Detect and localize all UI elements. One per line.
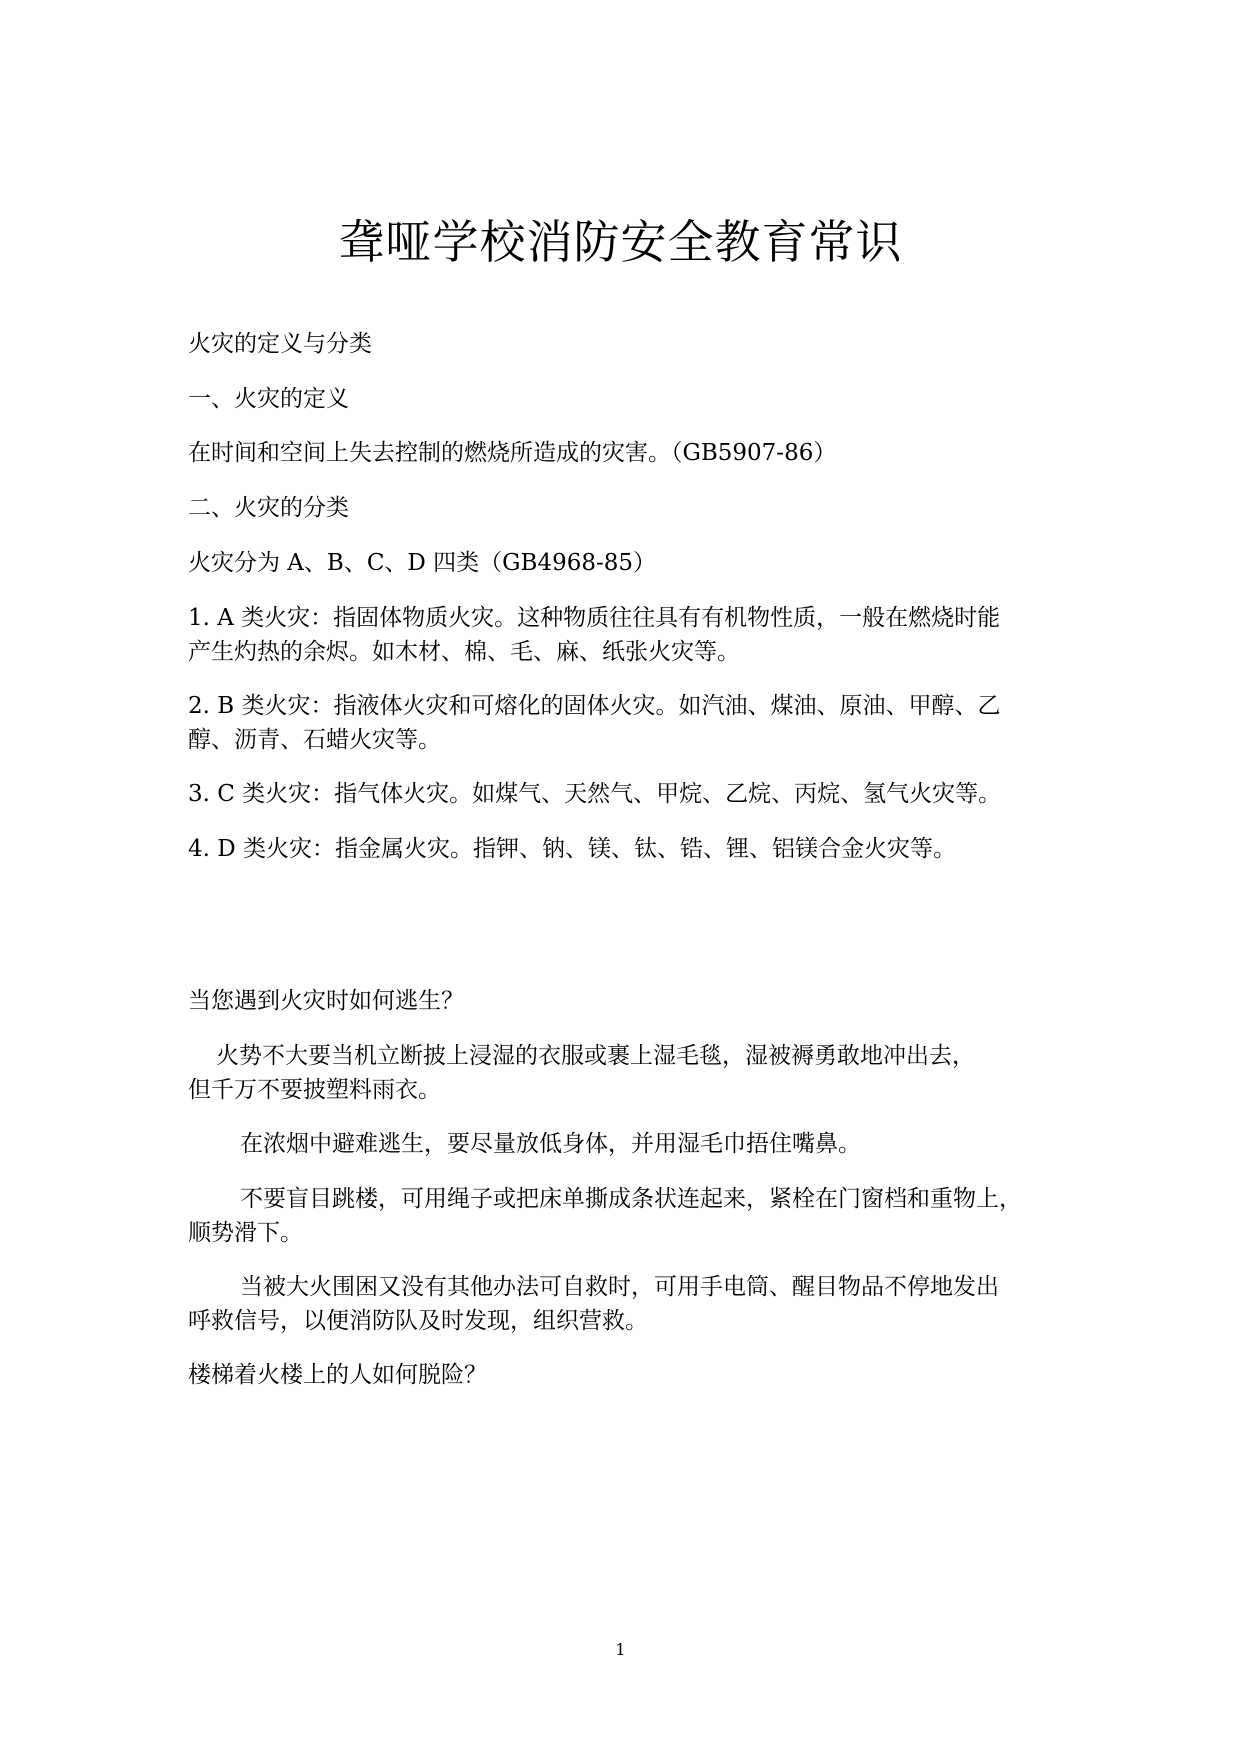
- paragraph-line: 顺势滑下。: [188, 1220, 303, 1246]
- paragraph-line: 2. B 类火灾：指液体火灾和可熔化的固体火灾。如汽油、煤油、原油、甲醇、乙: [188, 693, 1001, 719]
- paragraph-line: 产生灼热的余烬。如木材、棉、毛、麻、纸张火灾等。: [188, 639, 740, 665]
- paragraph-line: 不要盲目跳楼，可用绳子或把床单撕成条状连起来，紧栓在门窗档和重物上，: [240, 1186, 1022, 1212]
- class-c-fire-paragraph: 3. C 类火灾：指气体火灾。如煤气、天然气、甲烷、乙烷、丙烷、氢气火灾等。: [188, 781, 1002, 807]
- escape-heading: 当您遇到火灾时如何逃生？: [188, 988, 464, 1014]
- paragraph-line: 火势不大要当机立断披上浸湿的衣服或裹上湿毛毯，湿被褥勇敢地冲出去，: [216, 1043, 975, 1069]
- paragraph-line: 醇、沥青、石蜡火灾等。: [188, 727, 441, 753]
- document-title: 聋哑学校消防安全教育常识: [338, 215, 903, 269]
- paragraph-line: 当被大火围困又没有其他办法可自救时，可用手电筒、醒目物品不停地发出: [240, 1274, 999, 1300]
- escape-tip-rope: [188, 1182, 1068, 1250]
- part-two-heading: 二、火灾的分类: [188, 495, 349, 521]
- paragraph-line: 1. A 类火灾：指固体物质火灾。这种物质往往具有有机物性质，一般在燃烧时能: [188, 605, 1001, 631]
- class-b-fire-paragraph: [188, 689, 1068, 757]
- fire-classes-intro: 火灾分为 A、B、C、D 四类（GB4968-85）: [188, 550, 657, 576]
- class-a-fire-paragraph: [188, 601, 1068, 669]
- fire-definition-text: 在时间和空间上失去控制的燃烧所造成的灾害。（GB5907-86）: [188, 440, 837, 466]
- stairs-fire-heading: 楼梯着火楼上的人如何脱险？: [188, 1362, 487, 1388]
- part-one-heading: 一、火灾的定义: [188, 386, 349, 412]
- page-number: 1: [615, 1640, 626, 1659]
- paragraph-line: 呼救信号，以便消防队及时发现，组织营救。: [188, 1308, 648, 1334]
- paragraph-line: 但千万不要披塑料雨衣。: [188, 1077, 441, 1103]
- escape-tip-wet-clothing: [188, 1039, 1068, 1107]
- escape-tip-signal: [188, 1270, 1068, 1338]
- section-heading-definition-classification: 火灾的定义与分类: [188, 331, 372, 357]
- escape-tip-low-body: 在浓烟中避难逃生，要尽量放低身体，并用湿毛巾捂住嘴鼻。: [240, 1131, 861, 1157]
- class-d-fire-paragraph: 4. D 类火灾：指金属火灾。指钾、钠、镁、钛、锆、锂、铝镁合金火灾等。: [188, 836, 957, 862]
